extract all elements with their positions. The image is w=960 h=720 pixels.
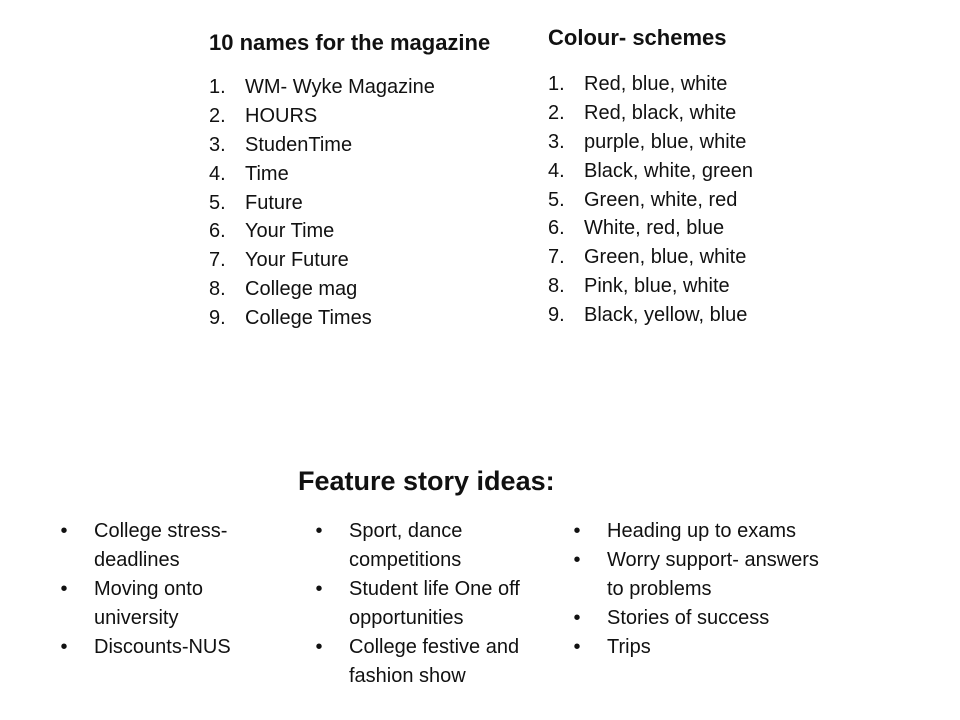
features-column-2 [313, 517, 558, 691]
item-text: College festive and fashion show [349, 636, 520, 687]
item-text: Sport, dance competitions [349, 520, 463, 571]
item-text: College stress-deadlines [94, 520, 228, 571]
item-number: 6. [209, 220, 226, 243]
item-number: 9. [548, 304, 565, 327]
bullet-icon: • [315, 636, 323, 658]
item-text: Moving onto university [94, 578, 203, 629]
list-item [548, 157, 753, 186]
bullet-icon: • [573, 549, 581, 571]
item-text: Stories of success [607, 607, 770, 629]
bullet-icon: • [573, 520, 581, 542]
item-number: 7. [209, 249, 226, 272]
names-heading: 10 names for the magazine [209, 30, 491, 55]
item-number: 1. [548, 73, 565, 95]
list-item [209, 131, 435, 160]
list-item [209, 275, 435, 304]
colours-heading: Colour- schemes [548, 25, 727, 50]
bullet-icon: • [573, 636, 581, 658]
item-number: 8. [209, 278, 226, 301]
item-text: purple, blue, white [584, 130, 747, 153]
list-item [209, 160, 435, 189]
list-item [313, 575, 558, 633]
bullet-icon: • [60, 520, 68, 542]
list-item [209, 246, 435, 275]
item-text: White, red, blue [584, 217, 725, 240]
item-number: 2. [209, 104, 226, 127]
bullet-icon: • [60, 578, 68, 600]
item-number: 2. [548, 101, 565, 124]
item-text: Pink, blue, white [584, 275, 730, 298]
item-text: Red, black, white [584, 101, 737, 124]
colours-list [548, 70, 753, 330]
item-text: Red, blue, white [584, 73, 728, 95]
list-item [571, 546, 831, 604]
item-text: Worry support- answers to problems [607, 549, 819, 600]
list-item [209, 102, 435, 131]
item-text: Future [245, 191, 303, 214]
item-number: 9. [209, 307, 226, 330]
item-number: 6. [548, 217, 565, 240]
list-item [313, 633, 558, 691]
list-item [548, 272, 753, 301]
item-number: 4. [548, 159, 565, 182]
item-text: Discounts-NUS [94, 636, 231, 658]
item-text: Your Time [245, 220, 335, 243]
list-item [571, 517, 831, 546]
list-item [58, 633, 268, 662]
list-item [313, 517, 558, 575]
bullet-icon: • [60, 636, 68, 658]
item-text: College Times [245, 307, 372, 330]
list-item [209, 217, 435, 246]
item-number: 8. [548, 275, 565, 298]
item-text: HOURS [245, 104, 318, 127]
features-column-3 [571, 517, 831, 662]
list-item [548, 99, 753, 128]
bullet-icon: • [573, 607, 581, 629]
bullet-icon: • [315, 578, 323, 600]
item-number: 4. [209, 162, 226, 185]
features-heading: Feature story ideas: [298, 466, 555, 496]
features-column-1 [58, 517, 268, 662]
bullet-icon: • [315, 520, 323, 542]
item-text: Trips [607, 636, 651, 658]
item-text: Your Future [245, 249, 349, 272]
item-number: 3. [209, 133, 226, 156]
list-item [548, 301, 753, 330]
list-item [548, 243, 753, 272]
list-item [548, 128, 753, 157]
item-text: Heading up to exams [607, 520, 797, 542]
item-text: Green, white, red [584, 188, 738, 211]
item-text: Time [245, 162, 289, 185]
item-number: 7. [548, 246, 565, 269]
list-item [209, 73, 435, 102]
item-text: WM- Wyke Magazine [245, 76, 435, 98]
list-item [209, 304, 435, 333]
list-item [58, 517, 268, 575]
list-item [548, 214, 753, 243]
names-list [209, 73, 435, 333]
item-text: StudenTime [245, 133, 353, 156]
list-item [58, 575, 268, 633]
item-text: Student life One off opportunities [349, 578, 520, 629]
item-number: 1. [209, 76, 226, 98]
list-item [209, 189, 435, 218]
list-item [571, 604, 831, 633]
list-item [548, 186, 753, 215]
item-text: Green, blue, white [584, 246, 747, 269]
item-number: 5. [548, 188, 565, 211]
item-number: 5. [209, 191, 226, 214]
list-item [548, 70, 753, 99]
list-item [571, 633, 831, 662]
item-text: Black, yellow, blue [584, 304, 748, 327]
item-number: 3. [548, 130, 565, 153]
item-text: College mag [245, 278, 358, 301]
item-text: Black, white, green [584, 159, 753, 182]
